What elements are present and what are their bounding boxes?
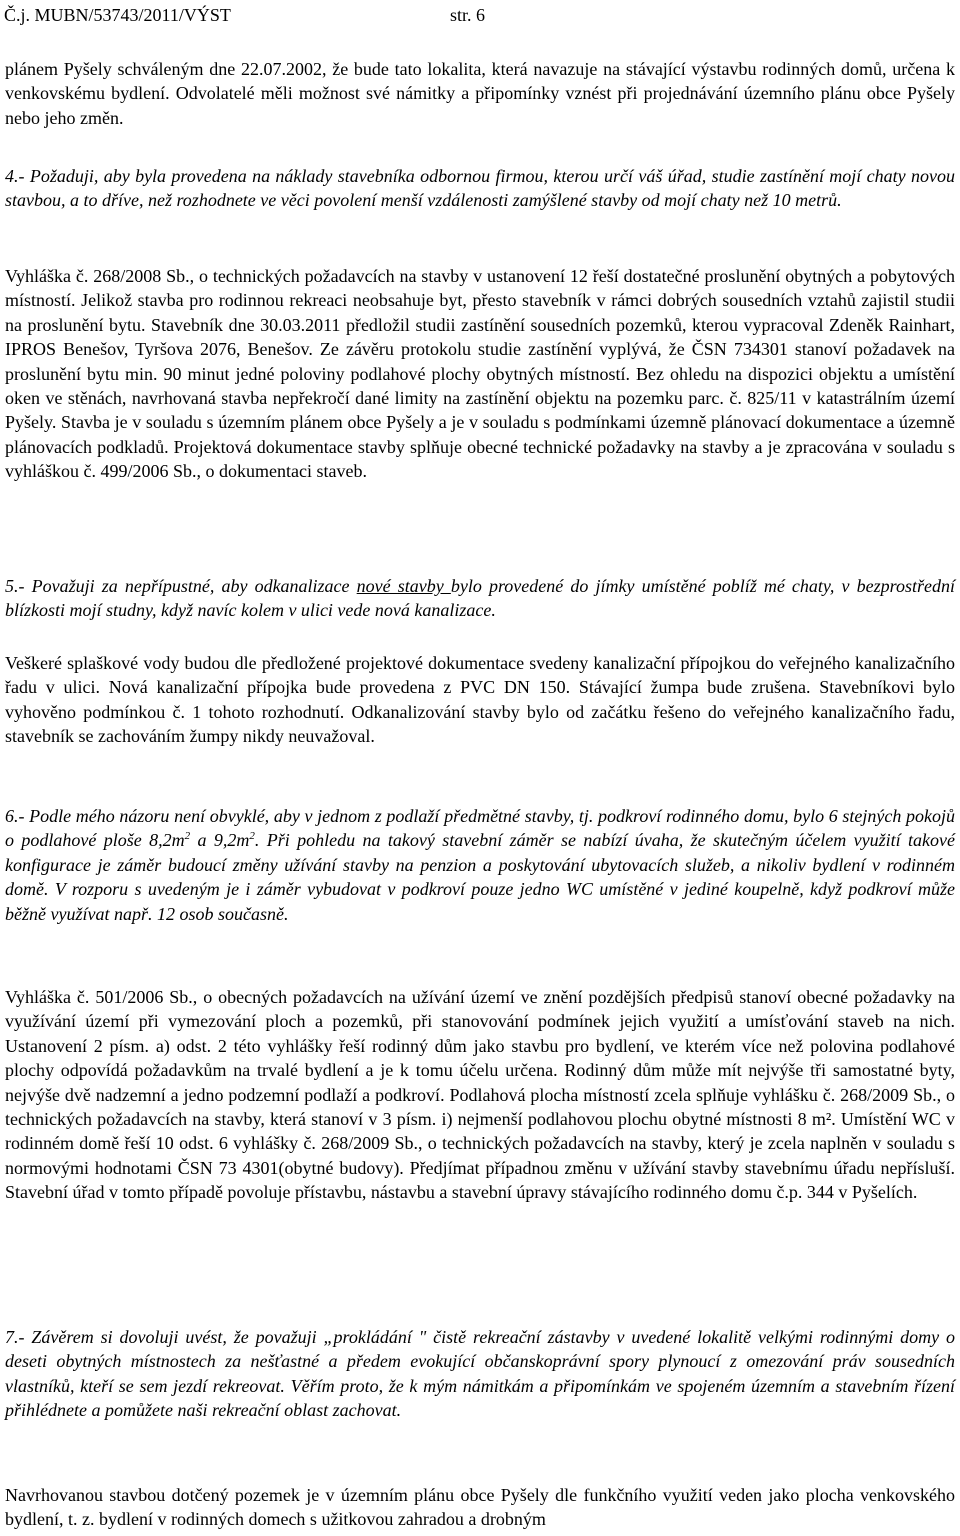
response-5: Veškeré splaškové vody budou dle předložené projektové dokumentace svedeny kanalizační přípojkou do veřejného kanalizačního řadu v ulici. Nová kanalizační přípojka bude provedena z PVC DN 150. Stávající žumpa bude zrušena. Stavebníkovi bylo vyhověno podmínkou č. 1 tohoto rozhodnutí. Odkanalizování stavby bylo od začátku řešeno do veřejného kanalizačního řadu, stavebník se zachováním žumpy nikdy neuvažoval. — [5, 653, 955, 747]
objection-4: 4.- Požaduji, aby byla provedena na náklady stavebníka odbornou firmou, kterou určí váš úřad, studie zastínění mojí chaty novou stavbou, a to dříve, než rozhodnete ve věci povolení menší vzdálenosti zamýšlené stavby od mojí chaty než 10 metrů. — [5, 166, 955, 211]
superscript-2: 2 — [184, 830, 191, 843]
intro-paragraph: plánem Pyšely schváleným dne 22.07.2002, že bude tato lokalita, která navazuje na stávající výstavbu rodinných domů, určena k venkovskému bydlení. Odvolatelé měli možnost své námitky a připomínky vznést při projednávání územního plánu obce Pyšely nebo jeho změn. — [5, 59, 955, 128]
response-7: Navrhovanou stavbou dotčený pozemek je v územním plánu obce Pyšely dle funkčního využití veden jako plocha venkovského bydlení, t. z. bydlení v rodinných domech s užitkovou zahradou a drobným — [5, 1485, 955, 1530]
objection-6-part1: 6.- Podle mého názoru není obvyklé, aby v jednom z podlaží předmětné stavby, tj. podkroví rodinného domu, bylo 6 stejných pokojů o podlahové ploše 8,2m — [5, 806, 955, 851]
page-number: str. 6 — [450, 5, 486, 25]
response-6: Vyhláška č. 501/2006 Sb., o obecných požadavcích na užívání území ve znění pozdějších předpisů stanoví obecné požadavky na využívání území při vymezování ploch a pozemků, při stanovování podmínek jejich využití a umísťování staveb na nich. Ustanovení 2 písm. a) odst. 2 této vyhlášky řeší rodinný dům jako stavbu pro bydlení, ve kterém více než polovina podlahové plochy odpovídá požadavkům na trvalé bydlení a je k tomu účelu určena. Rodinný dům může mít nejvýše tři samostatné byty, nejvýše dvě nadzemní a jedno podzemní podlaží a podkroví. Podlahová plocha místností zcela splňuje vyhlášku č. 268/2009 Sb., o technických požadavcích na stavby, která stanoví v 3 písm. i) nejmenší podlahovou plochu obytné místnosti 8 m². Umístění WC v rodinném domě řeší 10 odst. 6 vyhlášky č. 268/2009 Sb., o technických požadavcích na stavby, který je zcela naplněn v souladu s normovými hodnotami ČSN 73 4301(obytné budovy). Předjímat případnou změnu v užívání stavby stavebnímu úřadu nepřísluší. Stavební úřad v tomto případě povoluje přístavbu, nástavbu a stavební úpravy stávajícího rodinného domu č.p. 344 v Pyšelích. — [5, 987, 955, 1203]
objection-6 — [5, 804, 955, 926]
objection-6-part2: a 9,2m — [190, 830, 250, 851]
reference-number: Č.j. MUBN/53743/2011/VÝST — [4, 5, 231, 25]
objection-5-underlined: nové stavby — [356, 576, 451, 596]
page-header — [4, 3, 504, 27]
objection-7: 7.- Závěrem si dovoluji uvést, že považuji „prokládání " čistě rekreační zástavby v uvedené lokalitě velkými rodinnými domy o deseti obytných místnostech za nešťastné a předem evokující občanskoprávní spory plynoucí z omezování práv sousedních vlastníků, kteří se sem jezdí rekreovat. Věřím proto, že k mým námitkám a připomínkám ve spojeném územním a stavebním řízení přihlédnete a pomůžete naši rekreační oblast zachovat. — [5, 1327, 955, 1421]
superscript-2: 2 — [249, 830, 255, 843]
objection-5 — [5, 574, 955, 623]
objection-5-text-after: bylo provedené do jímky umístěné poblíž mé chaty, v bezprostřední blízkosti mojí studny, když navíc kolem v ulici vede nová kanalizace. — [5, 576, 955, 621]
objection-5-text-before: 5.- Považuji za nepřípustné, aby odkanalizace — [5, 576, 357, 596]
objection-6-part3: . Při pohledu na takový stavební záměr se nabízí úvaha, že skutečným účelem využití takové konfigurace je záměr budoucí změny užívání stavby na penzion a poskytování ubytovacích služeb, a nikoliv bydlení v rodinném domě. V rozporu s uvedeným je i záměr vybudovat v podkroví pouze jedno WC umístěné v jediné koupelně, když podkroví může běžně využívat např. 12 osob současně. — [5, 830, 956, 924]
response-4: Vyhláška č. 268/2008 Sb., o technických požadavcích na stavby v ustanovení 12 řeší dostatečné proslunění obytných a pobytových místností. Jelikož stavba pro rodinnou rekreaci neobsahuje byt, přesto stavebník v rámci dobrých sousedních vztahů zajistil studii na proslunění bytu. Stavebník dne 30.03.2011 předložil studii zastínění sousedních pozemků, kterou vypracoval Zdeněk Rainhart, IPROS Benešov, Tyršova 2076, Benešov. Ze závěru protokolu studie zastínění vyplývá, že ČSN 734301 stanoví požadavek na proslunění bytu min. 90 minut jedné poloviny podlahové plochy obytných místností. Bez ohledu na dispozici objektu a umístění oken ve stěnách, navrhovaná stavba nepřekročí dané limity na zastínění objektu na pozemku parc. č. 825/11 v katastrálním území Pyšely. Stavba je v souladu s územním plánem obce Pyšely a je v souladu s podmínkami územně plánovací dokumentace a územně plánovacích podkladů. Projektová dokumentace stavby splňuje obecné technické požadavky na stavby a je zpracována v souladu s vyhláškou č. 499/2006 Sb., o dokumentaci staveb. — [5, 266, 955, 482]
